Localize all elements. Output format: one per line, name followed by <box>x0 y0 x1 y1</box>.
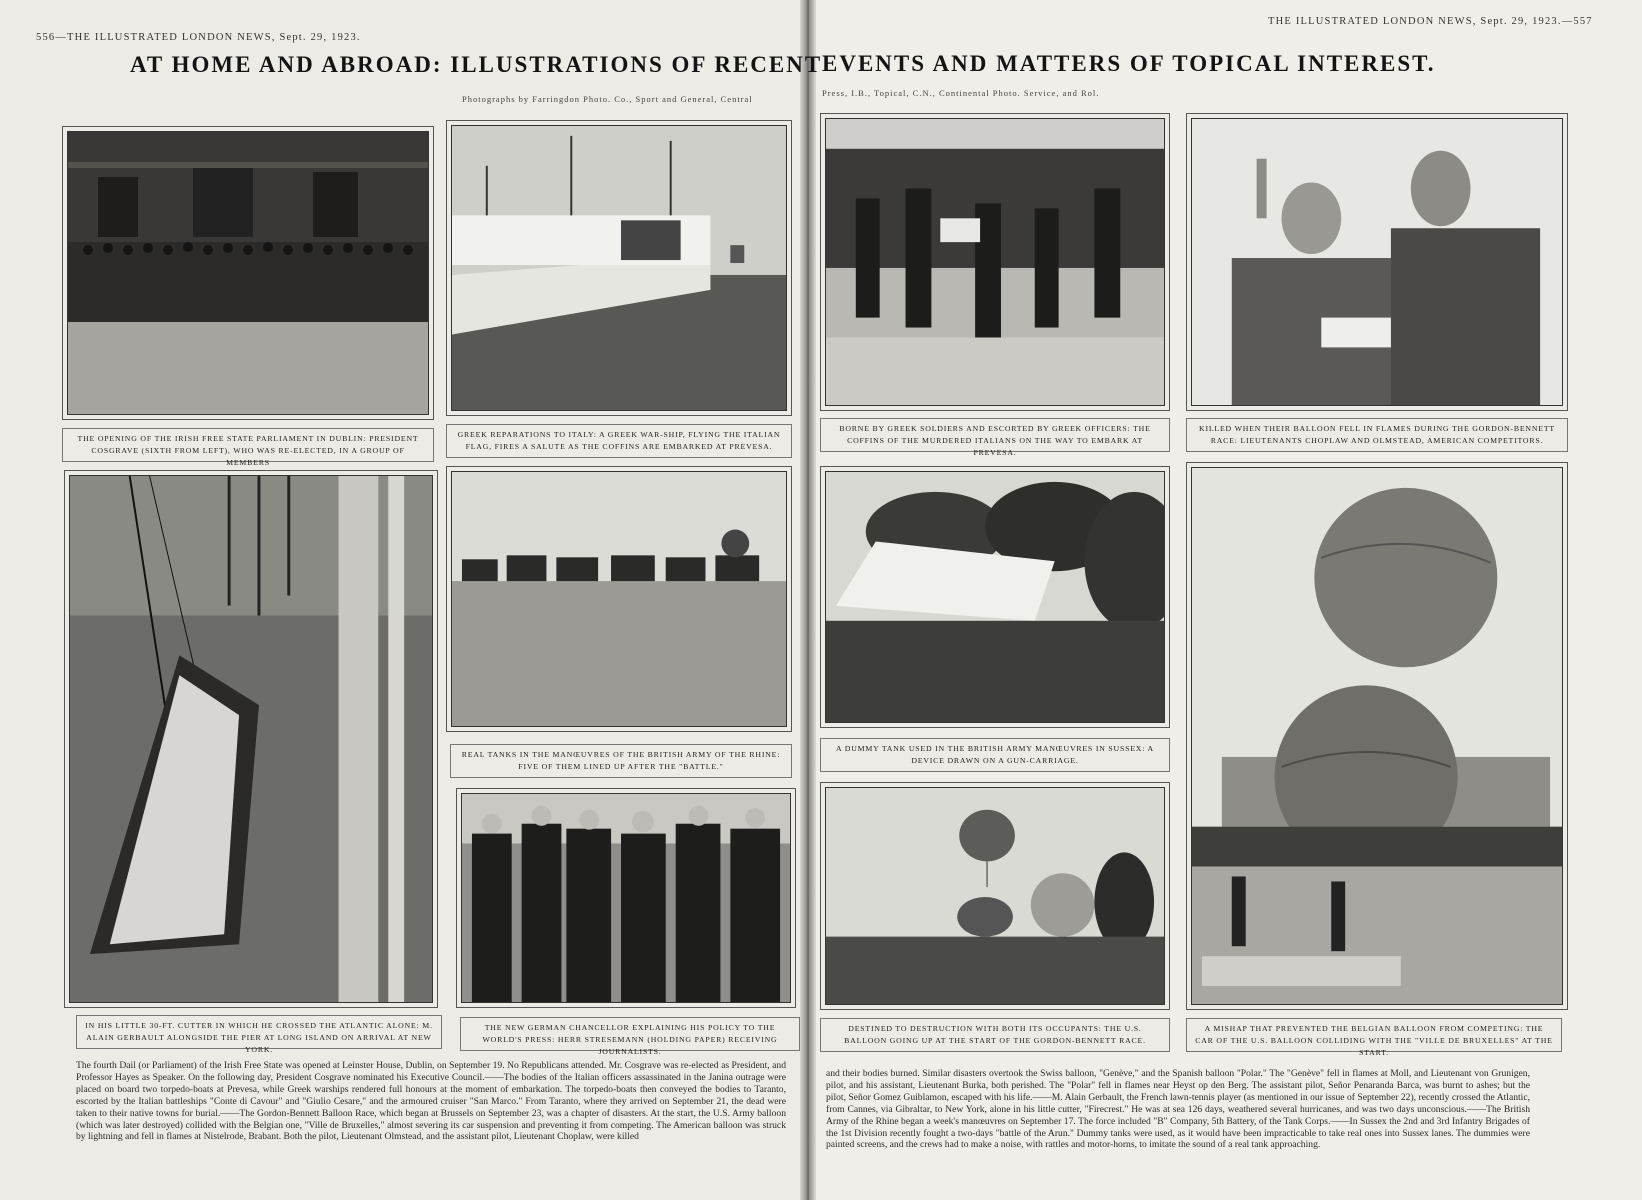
photo-real-tanks <box>446 466 792 732</box>
photo-lieutenants-choplaw-olmstead <box>1186 113 1568 411</box>
photo-dail-members <box>62 126 434 420</box>
caption-warship: GREEK REPARATIONS TO ITALY: A GREEK WAR-SHIP, FLYING THE ITALIAN FLAG, FIRES A SALUTE AS THE COFFINS ARE EMBARKED AT PREVESA. <box>446 424 792 458</box>
left-running-header: 556—THE ILLUSTRATED LONDON NEWS, Sept. 29, 1923. <box>36 32 361 43</box>
caption-coffins: BORNE BY GREEK SOLDIERS AND ESCORTED BY GREEK OFFICERS: THE COFFINS OF THE MURDERED ITALIANS ON THE WAY TO EMBARK AT PREVESA. <box>820 418 1170 452</box>
right-running-header: THE ILLUSTRATED LONDON NEWS, Sept. 29, 1923.—557 <box>1268 16 1593 27</box>
headline-right: EVENTS AND MATTERS OF TOPICAL INTEREST. <box>822 51 1436 76</box>
page-gutter <box>800 0 816 1200</box>
headline-left: AT HOME AND ABROAD: ILLUSTRATIONS OF RECENT <box>130 52 823 77</box>
photo-dummy-tank <box>820 466 1170 728</box>
photo-cutter-firecrest <box>64 470 438 1008</box>
caption-dail: THE OPENING OF THE IRISH FREE STATE PARLIAMENT IN DUBLIN: PRESIDENT COSGRAVE (SIXTH FROM LEFT), WHO WAS RE-ELECTED, IN A GROUP OF MEMBERS <box>62 428 434 462</box>
caption-destined: DESTINED TO DESTRUCTION WITH BOTH ITS OCCUPANTS: THE U.S. BALLOON GOING UP AT THE START OF THE GORDON-BENNETT RACE. <box>820 1018 1170 1052</box>
photo-coffins-procession <box>820 113 1170 411</box>
photo-balloon-collision <box>1186 462 1568 1010</box>
caption-cutter: IN HIS LITTLE 30-FT. CUTTER IN WHICH HE CROSSED THE ATLANTIC ALONE: M. ALAIN GERBAULT ALONGSIDE THE PIER AT LONG ISLAND ON ARRIVAL AT NEW YORK. <box>76 1015 442 1049</box>
caption-chancellor: THE NEW GERMAN CHANCELLOR EXPLAINING HIS POLICY TO THE WORLD'S PRESS: HERR STRESEMANN (HOLDING PAPER) RECEIVING JOURNALISTS. <box>460 1017 800 1051</box>
photo-greek-warship <box>446 120 792 416</box>
caption-tanks: REAL TANKS IN THE MANŒUVRES OF THE BRITISH ARMY OF THE RHINE: FIVE OF THEM LINED UP AFTER THE "BATTLE." <box>450 744 792 778</box>
photo-credits-left: Photographs by Farringdon Photo. Co., Sport and General, Central <box>462 94 753 104</box>
article-text-left: The fourth Dail (or Parliament) of the Irish Free State was opened at Leinster House, Dublin, on September 19. No Republicans attended. Mr. Cosgrave was re-elected as President, and Professor Hayes as Speaker. On the following day, President Cosgrave nominated his Executive Council.——The bodies of the Italian officers assassinated in the Janina outrage were placed on board two torpedo-boats at Prevesa, while Greek warships rendered full honours at the moment of embarkation. The torpedo-boats then conveyed the bodies to Taranto, escorted by the Italian battleships "Conte di Cavour" and "Giulio Cesare," and the armoured cruiser "San Marco." From Taranto, where they arrived on September 21, the dead were taken to their native towns for burial.——The Gordon-Bennett Balloon Race, which began at Brussels on September 23, was a chapter of disasters. At the start, the U.S. Army balloon (which was later destroyed) collided with the Belgian one, "Ville de Bruxelles," almost severing its car suspension and preventing it from competing. The American balloon was struck by lightning and fell in flames at Nistelrode, Brabant. Both the pilot, Lieutenant Olmstead, and the assistant pilot, Lieutenant Choplaw, were killed <box>76 1060 786 1143</box>
caption-killed: KILLED WHEN THEIR BALLOON FELL IN FLAMES DURING THE GORDON-BENNETT RACE: LIEUTENANTS CHOPLAW AND OLMSTEAD, AMERICAN COMPETITORS. <box>1186 418 1568 452</box>
photo-stresemann-journalists <box>456 788 796 1008</box>
caption-dummy: A DUMMY TANK USED IN THE BRITISH ARMY MANŒUVRES IN SUSSEX: A DEVICE DRAWN ON A GUN-CARRIAGE. <box>820 738 1170 772</box>
photo-credits-right: Press, I.B., Topical, C.N., Continental Photo. Service, and Rol. <box>822 88 1100 98</box>
caption-mishap: A MISHAP THAT PREVENTED THE BELGIAN BALLOON FROM COMPETING: THE CAR OF THE U.S. BALLOON COLLIDING WITH THE "VILLE DE BRUXELLES" AT THE START. <box>1186 1018 1562 1052</box>
article-text-right: and their bodies burned. Similar disasters overtook the Swiss balloon, "Genève," and the Spanish balloon "Polar." The "Genève" fell in flames at Moll, and Lieutenant von Grunigen, pilot, and his assistant, Lieutenant Burka, both perished. The "Polar" fell in flames near Heyst op den Berg. The assistant pilot, Señor Penaranda Barca, was burnt to ashes; but the pilot, Señor Gomez Guiblamon, escaped with his life.——M. Alain Gerbault, the French lawn-tennis player (as mentioned in our issue of September 22), recently crossed the Atlantic, from Cannes, via Gibraltar, to New York, alone in his little cutter, "Firecrest." He was at sea 126 days, weathered several hurricanes, and was two days unconscious.——The British Army of the Rhine began a week's manœuvres on September 17. The force included "B" Company, 5th Battery, of the Tank Corps.——In Sussex the 2nd and 3rd Infantry Brigades of the 1st Division recently fought a two-days "battle of the Arun." Dummy tanks were used, as it would have been impracticable to take real ones into Sussex lanes. The dummies were painted screens, and the crews had to make a noise, with rattles and motor-horns, to imitate the sound of a real tank approaching. <box>826 1068 1530 1151</box>
photo-us-balloon-start <box>820 782 1170 1010</box>
